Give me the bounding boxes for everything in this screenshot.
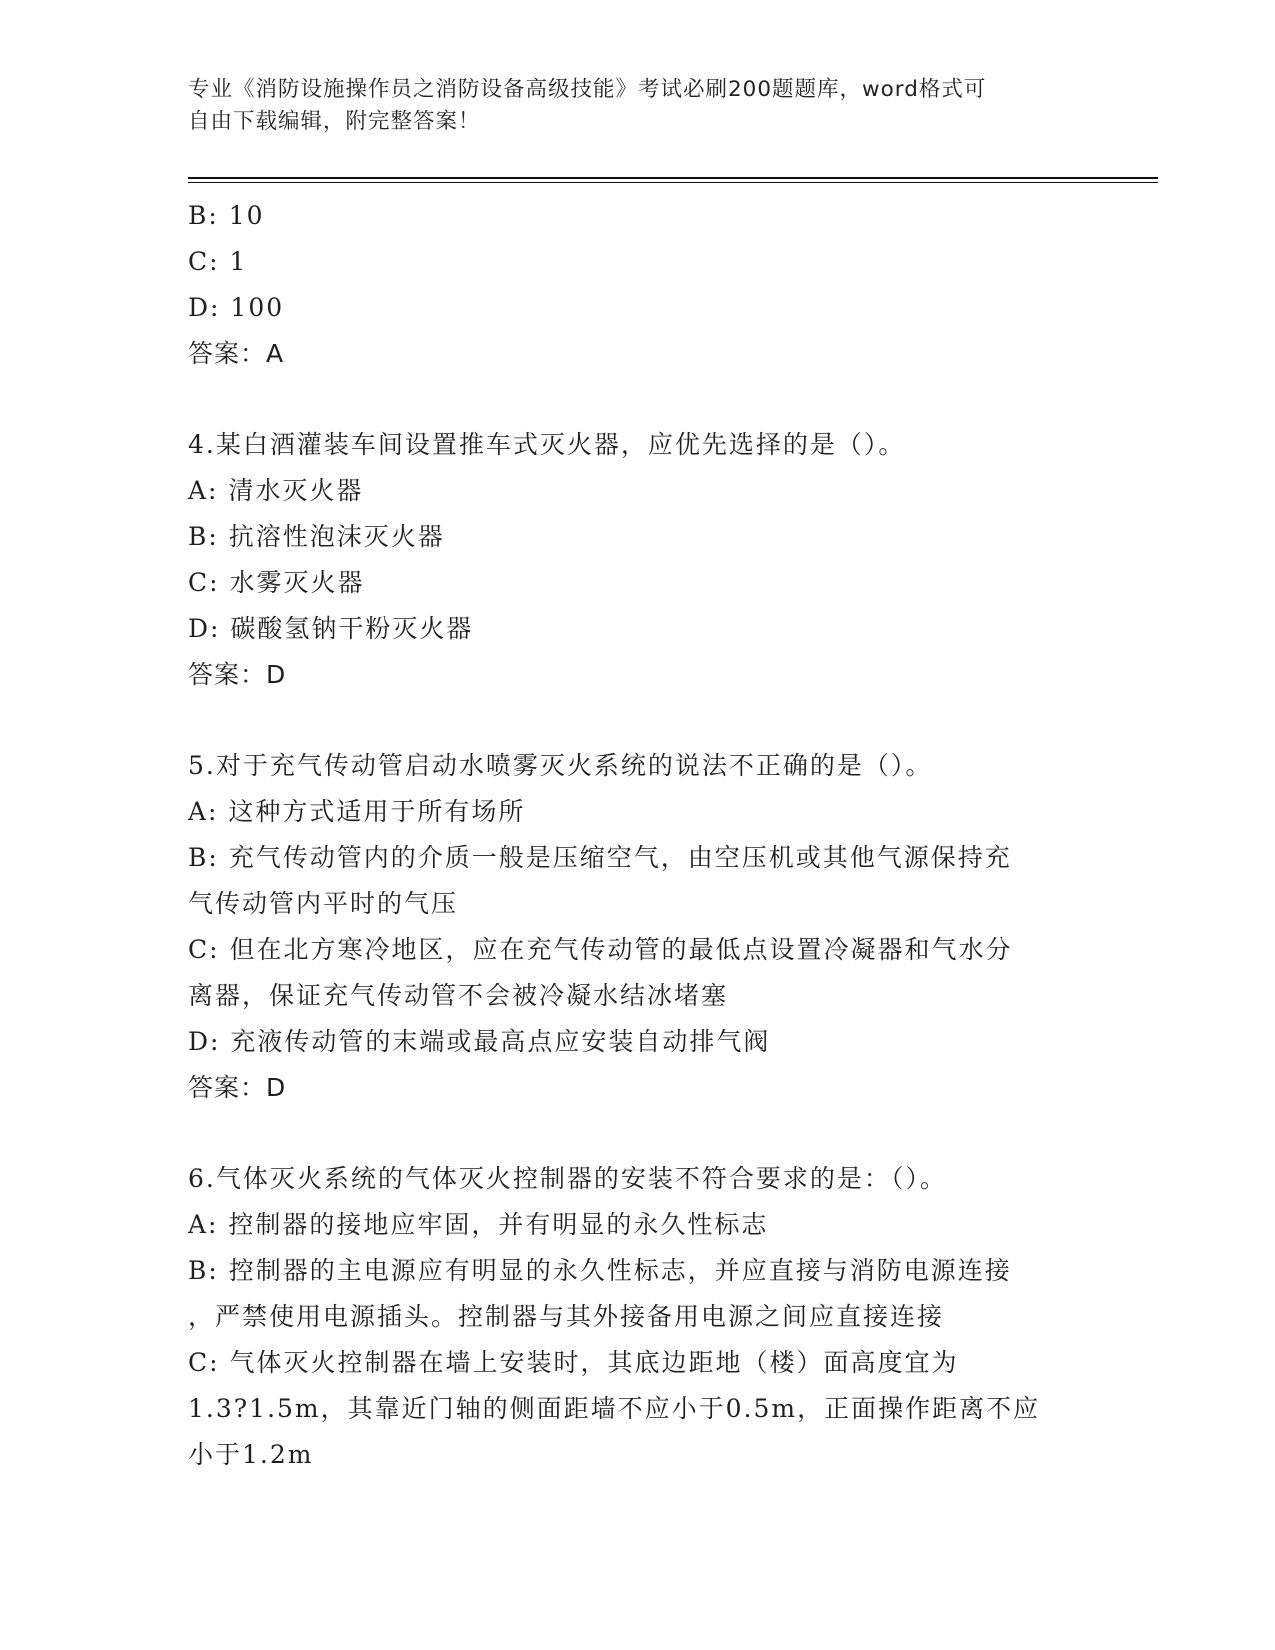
question-4-block (188, 422, 1088, 698)
question-stem: 6.气体灭火系统的气体灭火控制器的安装不符合要求的是：（）。 (188, 1164, 947, 1193)
option-b-line-2: 气传动管内平时的气压 (188, 889, 459, 918)
header-line-1: 专业《消防设施操作员之消防设备高级技能》考试必刷200题题库，word格式可 (188, 77, 987, 102)
option-b-line-2: ，严禁使用电源插头。控制器与其外接备用电源之间应直接连接 (188, 1302, 945, 1331)
question-5-block (188, 743, 1088, 1111)
option-c-line-3: 小于1.2m (188, 1440, 314, 1469)
option-a: A: 控制器的接地应牢固，并有明显的永久性标志 (188, 1210, 769, 1239)
header-rule-thin (188, 182, 1158, 183)
option-b-line-1: B: 充气传动管内的介质一般是压缩空气，由空压机或其他气源保持充 (188, 843, 1012, 872)
option-c: C: 1 (188, 247, 248, 276)
option-d: D: 碳酸氢钠干粉灭火器 (188, 614, 474, 643)
question-body (188, 193, 1088, 1478)
header-rule-thick (188, 177, 1158, 179)
previous-question-block (188, 193, 1088, 377)
answer-line: 答案：A (188, 339, 285, 368)
option-a: A: 这种方式适用于所有场所 (188, 797, 526, 826)
question-6-block (188, 1156, 1088, 1478)
option-b: B: 10 (188, 201, 265, 230)
option-d: D: 充液传动管的末端或最高点应安装自动排气阀 (188, 1027, 771, 1056)
header-line-2: 自由下载编辑，附完整答案！ (188, 109, 481, 134)
option-b-line-1: B: 控制器的主电源应有明显的永久性标志，并应直接与消防电源连接 (188, 1256, 1012, 1285)
option-c-line-2: 1.3?1.5m，其靠近门轴的侧面距墙不应小于0.5m，正面操作距离不应 (188, 1394, 1041, 1423)
option-d: D: 100 (188, 293, 285, 322)
question-stem: 5.对于充气传动管启动水喷雾灭火系统的说法不正确的是（）。 (188, 751, 933, 780)
document-header (188, 74, 1088, 138)
option-c-line-1: C: 气体灭火控制器在墙上安装时，其底边距地（楼）面高度宜为 (188, 1348, 959, 1377)
option-b: B: 抗溶性泡沫灭火器 (188, 522, 445, 551)
option-c-line-1: C: 但在北方寒冷地区，应在充气传动管的最低点设置冷凝器和气水分 (188, 935, 1013, 964)
option-c-line-2: 离器，保证充气传动管不会被冷凝水结冰堵塞 (188, 981, 729, 1010)
option-c: C: 水雾灭火器 (188, 568, 365, 597)
answer-line: 答案：D (188, 1073, 287, 1102)
answer-line: 答案：D (188, 660, 287, 689)
question-stem: 4.某白酒灌装车间设置推车式灭火器，应优先选择的是（）。 (188, 430, 906, 459)
option-a: A: 清水灭火器 (188, 476, 364, 505)
